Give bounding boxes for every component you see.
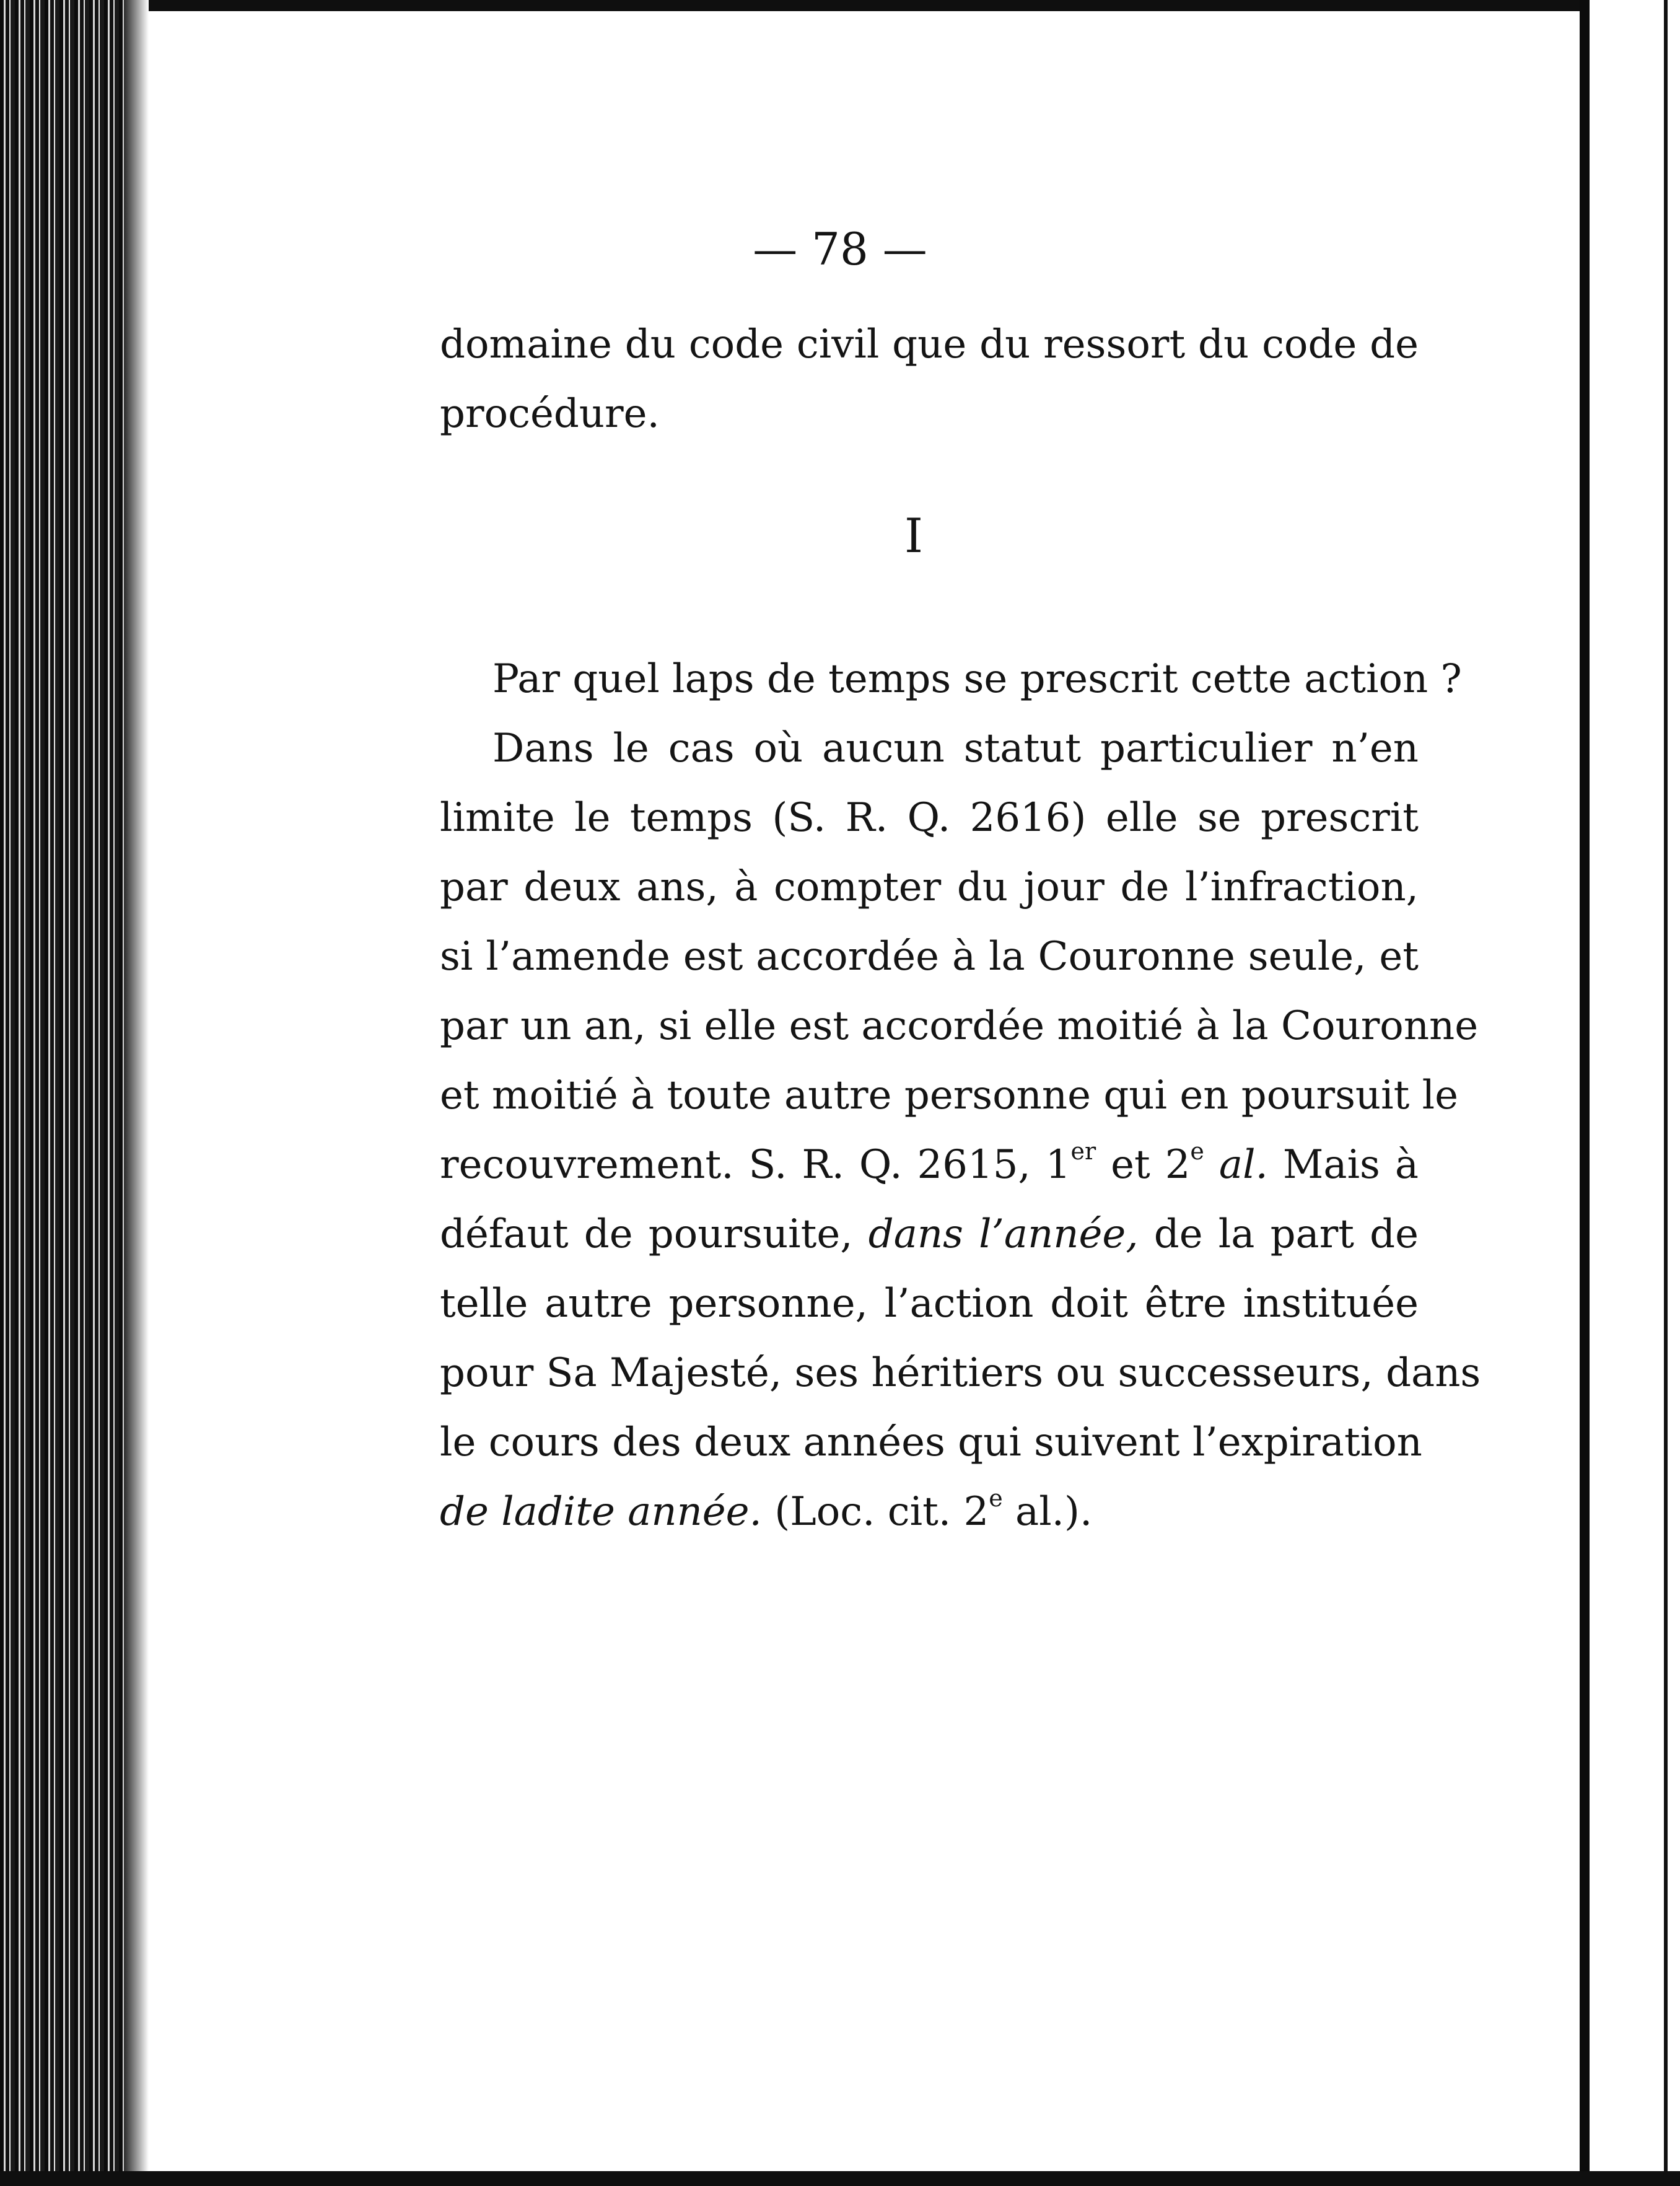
text-line: le cours des deux années qui suivent l’expiration (440, 1420, 1422, 1465)
text-run: al.). (1002, 1489, 1093, 1535)
superscript: e (989, 1485, 1003, 1512)
superscript: er (1070, 1138, 1096, 1165)
text-line: procédure. (440, 391, 660, 437)
scan-right-edge (1664, 0, 1668, 2186)
scan-top-edge (0, 0, 1680, 11)
text-line: si l’amende est accordée à la Couronne seule, et (440, 934, 1419, 980)
section-heading: I (904, 508, 924, 563)
italic-text: de ladite année. (440, 1489, 762, 1535)
text-run: de la part de (1138, 1211, 1419, 1257)
page-number: — 78 — (753, 223, 927, 275)
text-line: pour Sa Majesté, ses héritiers ou successeurs, dans (440, 1350, 1481, 1396)
text-line: par deux ans, à compter du jour de l’infraction, (440, 864, 1419, 910)
text-line: Dans le cas où aucun statut particulier n’en (492, 726, 1419, 771)
text-line (440, 1477, 1419, 1547)
text-run (1204, 1142, 1219, 1188)
top-paragraph (440, 310, 1419, 449)
text-line (440, 1130, 1419, 1200)
scan-bottom-edge (0, 2171, 1680, 2186)
text-line: par un an, si elle est accordée moitié à la Couronne (440, 1003, 1479, 1049)
main-paragraph (440, 644, 1481, 1547)
text-line (440, 1200, 1419, 1269)
text-run: défaut de poursuite, (440, 1211, 868, 1257)
text-run: (Loc. cit. 2 (761, 1489, 989, 1535)
superscript: e (1190, 1138, 1204, 1165)
text-line: Par quel laps de temps se prescrit cette action ? (492, 656, 1462, 702)
text-run: et 2 (1096, 1142, 1191, 1188)
text-line: et moitié à toute autre personne qui en poursuit le (440, 1073, 1458, 1118)
text-line: domaine du code civil que du ressort du code de (440, 322, 1419, 367)
scan-left-shadow (124, 0, 149, 2186)
text-line: telle autre personne, l’action doit être instituée (440, 1281, 1419, 1327)
scan-left-page-edges (0, 0, 124, 2186)
text-run: recouvrement. S. R. Q. 2615, 1 (440, 1142, 1071, 1188)
text-run: Mais à (1267, 1142, 1419, 1188)
italic-text: dans l’année, (868, 1211, 1139, 1257)
scan-right-gutter (1580, 0, 1590, 2186)
text-line: limite le temps (S. R. Q. 2616) elle se prescrit (440, 795, 1419, 841)
italic-text: al. (1218, 1142, 1268, 1188)
